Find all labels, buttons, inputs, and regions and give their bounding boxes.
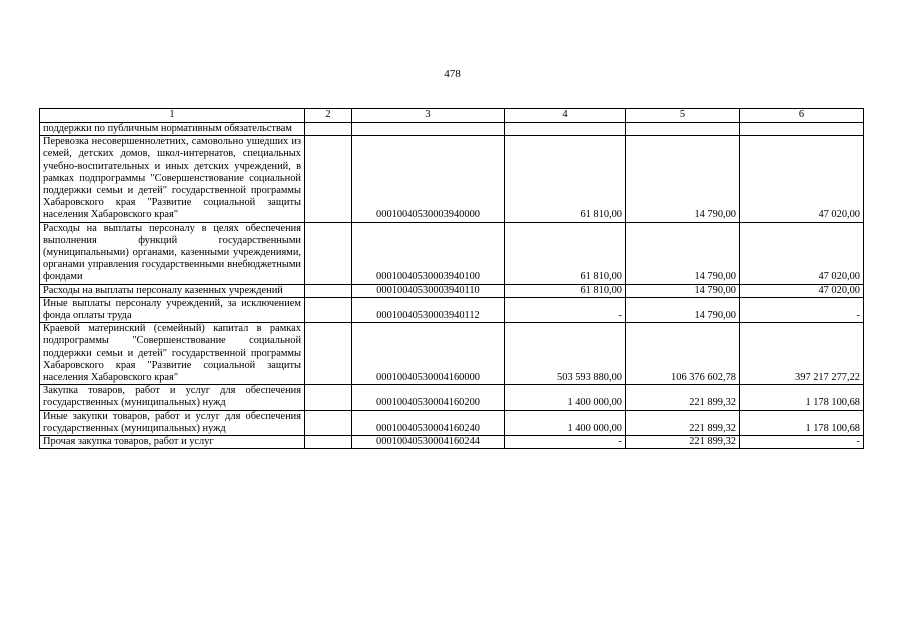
row-value-6: 1 178 100,68 xyxy=(740,385,864,410)
row-name: Закупка товаров, работ и услуг для обеспечения государственных (муниципальных) нужд xyxy=(40,385,305,410)
row-name: Расходы на выплаты персоналу казенных учреждений xyxy=(40,284,305,297)
row-name: Расходы на выплаты персоналу в целях обеспечения выполнения функций государственными (муниципальными) органами, казенными учреждениями, органами управления государственными внебюджетными фондами xyxy=(40,222,305,284)
row-code: 00010040530003940110 xyxy=(352,284,505,297)
column-header: 2 xyxy=(305,109,352,123)
row-code: 00010040530003940112 xyxy=(352,297,505,322)
row-value-6: - xyxy=(740,297,864,322)
row-value-4: 1 400 000,00 xyxy=(505,410,626,435)
row-name: Иные закупки товаров, работ и услуг для обеспечения государственных (муниципальных) нужд xyxy=(40,410,305,435)
table-row xyxy=(40,323,864,385)
row-value-4: 503 593 880,00 xyxy=(505,323,626,385)
table-row xyxy=(40,222,864,284)
row-value-5: 106 376 602,78 xyxy=(626,323,740,385)
table-row xyxy=(40,284,864,297)
row-value-6: 1 178 100,68 xyxy=(740,410,864,435)
table-header-row xyxy=(40,109,864,123)
row-code-2 xyxy=(305,222,352,284)
row-code xyxy=(352,123,505,136)
row-code-2 xyxy=(305,385,352,410)
row-name: Перевозка несовершеннолетних, самовольно ушедших из семей, детских домов, школ-интернатов, специальных учебно-воспитательных и иных детских учреждений, в рамках подпрограммы "Совершенствование социальной поддержки семьи и детей" государственной программы Хабаровского края "Развитие социальной защиты населения Хабаровского края" xyxy=(40,136,305,222)
column-header: 4 xyxy=(505,109,626,123)
row-name: поддержки по публичным нормативным обязательствам xyxy=(40,123,305,136)
column-header: 3 xyxy=(352,109,505,123)
row-value-6: 397 217 277,22 xyxy=(740,323,864,385)
row-name: Иные выплаты персоналу учреждений, за исключением фонда оплаты труда xyxy=(40,297,305,322)
row-code-2 xyxy=(305,284,352,297)
budget-table xyxy=(39,108,864,449)
table-row xyxy=(40,297,864,322)
row-code: 00010040530004160000 xyxy=(352,323,505,385)
row-code: 00010040530003940000 xyxy=(352,136,505,222)
row-code-2 xyxy=(305,436,352,449)
row-code-2 xyxy=(305,323,352,385)
table-row xyxy=(40,410,864,435)
row-name: Краевой материнский (семейный) капитал в рамках подпрограммы "Совершенствование социальной поддержки семьи и детей" государственной программы Хабаровского края "Развитие социальной защиты населения Хабаровского края" xyxy=(40,323,305,385)
row-value-5: 14 790,00 xyxy=(626,222,740,284)
row-value-4: 61 810,00 xyxy=(505,284,626,297)
page-number: 478 xyxy=(444,68,461,80)
table-row xyxy=(40,123,864,136)
row-value-4 xyxy=(505,123,626,136)
row-value-5: 14 790,00 xyxy=(626,136,740,222)
row-value-5: 221 899,32 xyxy=(626,436,740,449)
row-value-5 xyxy=(626,123,740,136)
row-value-4: 61 810,00 xyxy=(505,222,626,284)
table-row xyxy=(40,385,864,410)
row-code: 00010040530003940100 xyxy=(352,222,505,284)
row-value-4: - xyxy=(505,436,626,449)
row-value-6: 47 020,00 xyxy=(740,284,864,297)
column-header: 1 xyxy=(40,109,305,123)
row-code-2 xyxy=(305,136,352,222)
row-code-2 xyxy=(305,410,352,435)
row-value-6: 47 020,00 xyxy=(740,222,864,284)
row-value-4: 1 400 000,00 xyxy=(505,385,626,410)
row-value-5: 221 899,32 xyxy=(626,385,740,410)
table-row xyxy=(40,436,864,449)
column-header: 6 xyxy=(740,109,864,123)
row-code: 00010040530004160240 xyxy=(352,410,505,435)
row-value-6: - xyxy=(740,436,864,449)
row-name: Прочая закупка товаров, работ и услуг xyxy=(40,436,305,449)
row-value-4: 61 810,00 xyxy=(505,136,626,222)
column-header: 5 xyxy=(626,109,740,123)
row-value-6: 47 020,00 xyxy=(740,136,864,222)
table-row xyxy=(40,136,864,222)
row-code: 00010040530004160200 xyxy=(352,385,505,410)
row-code-2 xyxy=(305,123,352,136)
row-code-2 xyxy=(305,297,352,322)
row-value-4: - xyxy=(505,297,626,322)
row-code: 00010040530004160244 xyxy=(352,436,505,449)
row-value-5: 221 899,32 xyxy=(626,410,740,435)
row-value-5: 14 790,00 xyxy=(626,284,740,297)
row-value-5: 14 790,00 xyxy=(626,297,740,322)
row-value-6 xyxy=(740,123,864,136)
